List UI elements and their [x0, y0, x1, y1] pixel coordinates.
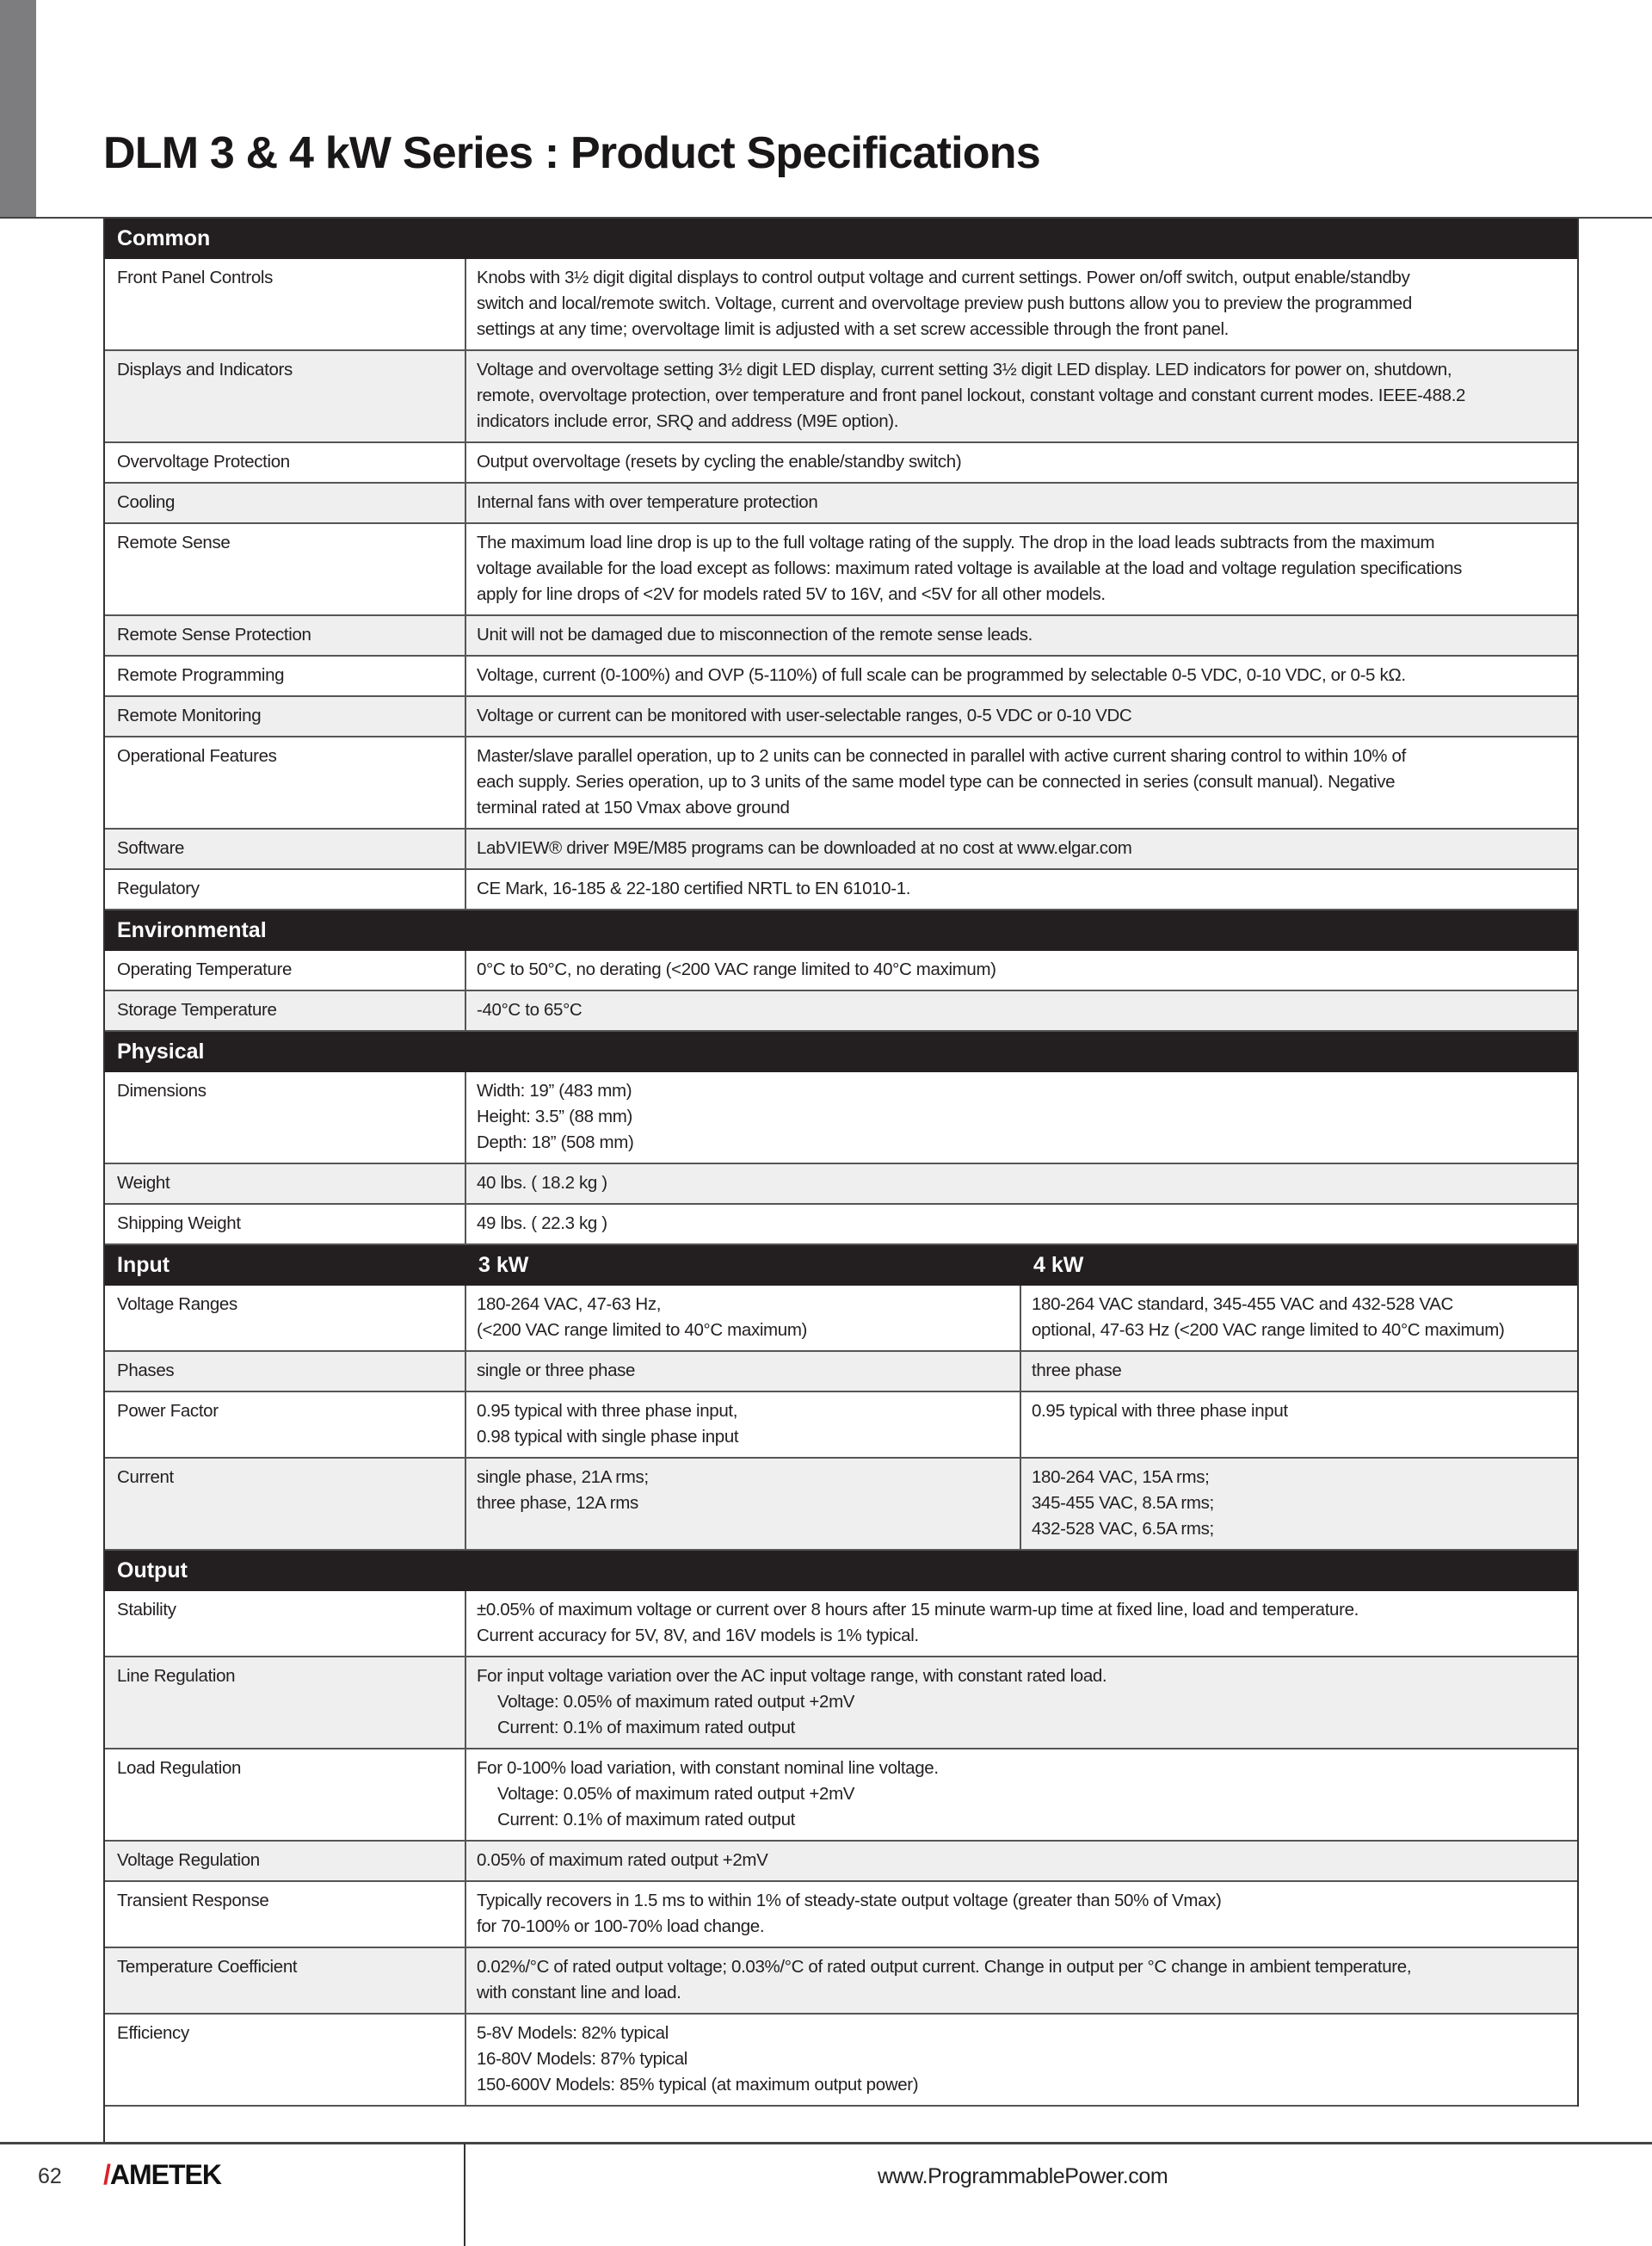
cell-line: 150-600V Models: 85% typical (at maximum output power) — [477, 2075, 919, 2095]
cell-line: terminal rated at 150 Vmax above ground — [477, 798, 790, 818]
table-row — [105, 1749, 1577, 1842]
cell-line: 180-264 VAC, 47-63 Hz, — [477, 1294, 662, 1314]
cell-line: 5-8V Models: 82% typical — [477, 2023, 669, 2043]
table-row — [105, 524, 1577, 616]
logo-text: AMETEK — [109, 2159, 221, 2190]
table-row — [105, 1164, 1577, 1205]
cell-line: optional, 47-63 Hz (<200 VAC range limited to 40°C maximum) — [1032, 1320, 1505, 1340]
cell-line: Width: 19” (483 mm) — [477, 1081, 632, 1101]
row-value — [466, 2015, 1577, 2105]
cell-line: CE Mark, 16-185 & 22-180 certified NRTL to EN 61010-1. — [477, 879, 911, 898]
cell-line: Internal fans with over temperature protection — [477, 492, 818, 512]
value-3kw — [466, 1392, 1021, 1457]
row-value — [466, 524, 1577, 614]
row-value — [466, 870, 1577, 909]
section-title: Input — [117, 1253, 170, 1277]
table-row — [105, 484, 1577, 524]
row-label: Load Regulation — [105, 1749, 466, 1840]
cell-line: 180-264 VAC standard, 345-455 VAC and 432-528 VAC — [1032, 1294, 1453, 1314]
row-value — [466, 697, 1577, 736]
row-label: Operating Temperature — [105, 951, 466, 990]
cell-line: 0.98 typical with single phase input — [477, 1427, 739, 1447]
cell-line: Output overvoltage (resets by cycling the enable/standby switch) — [477, 452, 962, 472]
row-value — [466, 1164, 1577, 1203]
cell-line: 49 lbs. ( 22.3 kg ) — [477, 1213, 607, 1233]
section-header-common — [105, 219, 1577, 259]
section-header-physical — [105, 1032, 1577, 1072]
row-label: Overvoltage Protection — [105, 443, 466, 482]
cell-line: -40°C to 65°C — [477, 1000, 583, 1020]
cell-line: Current accuracy for 5V, 8V, and 16V models is 1% typical. — [477, 1626, 919, 1645]
cell-line: 0.05% of maximum rated output +2mV — [477, 1850, 768, 1870]
cell-line: Voltage: 0.05% of maximum rated output +2mV — [497, 1784, 855, 1804]
value-4kw — [1021, 1459, 1577, 1549]
cell-line: (<200 VAC range limited to 40°C maximum) — [477, 1320, 808, 1340]
ametek-logo: /AMETEK — [103, 2159, 221, 2190]
row-value — [466, 443, 1577, 482]
section-header-environmental — [105, 910, 1577, 951]
cell-line: 0.95 typical with three phase input, — [477, 1401, 738, 1421]
row-label: Regulatory — [105, 870, 466, 909]
section-header-input — [105, 1245, 1577, 1286]
value-4kw — [1021, 1286, 1577, 1350]
cell-line: Voltage, current (0-100%) and OVP (5-110%) of full scale can be programmed by selectable 0-5 VDC, 0-10 VDC, or 0-5 kΩ. — [477, 665, 1406, 685]
table-row — [105, 1591, 1577, 1657]
cell-line: ±0.05% of maximum voltage or current over 8 hours after 15 minute warm-up time at fixed line, load and temperature. — [477, 1600, 1359, 1620]
row-value — [466, 259, 1577, 349]
section-title: Output — [117, 1558, 188, 1583]
footer-url[interactable]: www.ProgrammablePower.com — [878, 2164, 1168, 2188]
row-label: Cooling — [105, 484, 466, 522]
row-label: Temperature Coefficient — [105, 1948, 466, 2013]
cell-line: settings at any time; overvoltage limit is adjusted with a set screw accessible through the front panel. — [477, 319, 1230, 339]
cell-line: apply for line drops of <2V for models rated 5V to 16V, and <5V for all other models. — [477, 584, 1106, 604]
table-row — [105, 1842, 1577, 1882]
table-row — [105, 1459, 1577, 1551]
cell-line: Typically recovers in 1.5 ms to within 1% of steady-state output voltage (greater than 50% of Vmax) — [477, 1891, 1222, 1910]
table-row — [105, 1392, 1577, 1459]
table-row — [105, 870, 1577, 910]
value-3kw — [466, 1352, 1021, 1391]
row-label: Storage Temperature — [105, 991, 466, 1030]
row-value — [466, 991, 1577, 1030]
row-label: Remote Monitoring — [105, 697, 466, 736]
value-4kw — [1021, 1352, 1577, 1391]
table-row — [105, 737, 1577, 830]
cell-line: switch and local/remote switch. Voltage, current and overvoltage preview push buttons allow you to preview the programmed — [477, 293, 1412, 313]
cell-line: single or three phase — [477, 1361, 636, 1380]
cell-line: For input voltage variation over the AC input voltage range, with constant rated load. — [477, 1666, 1107, 1686]
row-value — [466, 351, 1577, 441]
cell-line: 180-264 VAC, 15A rms; — [1032, 1467, 1210, 1487]
table-row — [105, 2015, 1577, 2107]
row-value — [466, 1591, 1577, 1656]
value-4kw — [1021, 1392, 1577, 1457]
table-row — [105, 1657, 1577, 1749]
row-value — [466, 1749, 1577, 1840]
table-row — [105, 951, 1577, 991]
table-row — [105, 1072, 1577, 1164]
section-title: Environmental — [117, 918, 267, 942]
row-value — [466, 484, 1577, 522]
table-row — [105, 616, 1577, 657]
value-3kw — [466, 1286, 1021, 1350]
page-title: DLM 3 & 4 kW Series : Product Specifications — [103, 128, 1040, 178]
cell-line: 0.95 typical with three phase input — [1032, 1401, 1288, 1421]
row-value — [466, 1072, 1577, 1163]
cell-line: Knobs with 3½ digit digital displays to control output voltage and current settings. Power on/off switch, output enable/standby — [477, 268, 1410, 287]
cell-line: 0.02%/°C of rated output voltage; 0.03%/°C of rated output current. Change in output per °C change in ambient temperature, — [477, 1957, 1412, 1977]
page-number: 62 — [38, 2164, 62, 2188]
cell-line — [1032, 1424, 1567, 1450]
cell-line: Master/slave parallel operation, up to 2 units can be connected in parallel with active current sharing control to within 10% of — [477, 746, 1406, 766]
cell-line: voltage available for the load except as follows: maximum rated voltage is available at the load and voltage regulation specifications — [477, 558, 1463, 578]
row-label: Remote Sense Protection — [105, 616, 466, 655]
cell-line: single phase, 21A rms; — [477, 1467, 649, 1487]
column-header-3kw: 3 kW — [478, 1253, 529, 1277]
cell-line: Current: 0.1% of maximum rated output — [497, 1718, 795, 1737]
row-label: Voltage Regulation — [105, 1842, 466, 1880]
cell-line: Current: 0.1% of maximum rated output — [497, 1810, 795, 1830]
row-value — [466, 616, 1577, 655]
row-label: Efficiency — [105, 2015, 466, 2105]
value-3kw — [466, 1459, 1021, 1549]
row-value — [466, 1948, 1577, 2013]
row-label: Remote Programming — [105, 657, 466, 695]
table-row — [105, 697, 1577, 737]
cell-line: three phase, 12A rms — [477, 1493, 638, 1513]
row-value — [466, 1842, 1577, 1880]
spec-table — [103, 219, 1579, 2107]
cell-line: Voltage: 0.05% of maximum rated output +2mV — [497, 1692, 855, 1712]
row-value — [466, 657, 1577, 695]
cell-line: Voltage or current can be monitored with user-selectable ranges, 0-5 VDC or 0-10 VDC — [477, 706, 1132, 725]
table-row — [105, 991, 1577, 1032]
section-title: Physical — [117, 1040, 205, 1064]
cell-line: 432-528 VAC, 6.5A rms; — [1032, 1519, 1214, 1539]
row-label: Stability — [105, 1591, 466, 1656]
row-label: Phases — [105, 1352, 466, 1391]
section-title: Common — [117, 226, 211, 250]
cell-line: Depth: 18” (508 mm) — [477, 1132, 634, 1152]
cell-line: three phase — [1032, 1361, 1122, 1380]
section-header-output — [105, 1551, 1577, 1591]
row-value — [466, 1882, 1577, 1947]
side-tab-bar — [0, 0, 36, 218]
table-row — [105, 1882, 1577, 1948]
cell-line: 0°C to 50°C, no derating (<200 VAC range limited to 40°C maximum) — [477, 959, 996, 979]
row-label: Remote Sense — [105, 524, 466, 614]
cell-line — [477, 1516, 1009, 1542]
footer-rule — [0, 2142, 1652, 2144]
column-header-4kw: 4 kW — [1033, 1253, 1084, 1277]
table-row — [105, 830, 1577, 870]
table-row — [105, 259, 1577, 351]
row-label: Shipping Weight — [105, 1205, 466, 1243]
cell-line: indicators include error, SRQ and address (M9E option). — [477, 411, 899, 431]
row-label: Operational Features — [105, 737, 466, 828]
cell-line: for 70-100% or 100-70% load change. — [477, 1916, 765, 1936]
table-row — [105, 351, 1577, 443]
table-row — [105, 443, 1577, 484]
row-label: Displays and Indicators — [105, 351, 466, 441]
cell-line: 16-80V Models: 87% typical — [477, 2049, 688, 2069]
cell-line: Height: 3.5” (88 mm) — [477, 1107, 632, 1126]
row-value — [466, 737, 1577, 828]
row-label: Dimensions — [105, 1072, 466, 1163]
row-value — [466, 830, 1577, 868]
table-row — [105, 1286, 1577, 1352]
row-value — [466, 1657, 1577, 1748]
row-label: Power Factor — [105, 1392, 466, 1457]
table-left-rule — [103, 2076, 105, 2143]
table-row — [105, 657, 1577, 697]
cell-line: Unit will not be damaged due to misconnection of the remote sense leads. — [477, 625, 1032, 645]
footer-divider — [464, 2144, 465, 2246]
cell-line: For 0-100% load variation, with constant nominal line voltage. — [477, 1758, 939, 1778]
table-row — [105, 1205, 1577, 1245]
row-label: Voltage Ranges — [105, 1286, 466, 1350]
row-label: Front Panel Controls — [105, 259, 466, 349]
row-label: Line Regulation — [105, 1657, 466, 1748]
row-value — [466, 951, 1577, 990]
cell-line: with constant line and load. — [477, 1983, 681, 2002]
table-row — [105, 1352, 1577, 1392]
cell-line: The maximum load line drop is up to the full voltage rating of the supply. The drop in the load leads subtracts from the maximum — [477, 533, 1435, 552]
cell-line: Voltage and overvoltage setting 3½ digit LED display, current setting 3½ digit LED display. LED indicators for power on, shutdown, — [477, 360, 1452, 379]
row-label: Software — [105, 830, 466, 868]
cell-line: 345-455 VAC, 8.5A rms; — [1032, 1493, 1214, 1513]
table-row — [105, 1948, 1577, 2015]
row-label: Transient Response — [105, 1882, 466, 1947]
row-label: Weight — [105, 1164, 466, 1203]
cell-line: remote, overvoltage protection, over temperature and front panel lockout, constant voltage and constant current modes. IEEE-488.2 — [477, 386, 1466, 405]
cell-line: LabVIEW® driver M9E/M85 programs can be downloaded at no cost at www.elgar.com — [477, 838, 1132, 858]
cell-line: each supply. Series operation, up to 3 units of the same model type can be connected in series (consult manual). Negative — [477, 772, 1396, 792]
cell-line: 40 lbs. ( 18.2 kg ) — [477, 1173, 607, 1193]
row-value — [466, 1205, 1577, 1243]
row-label: Current — [105, 1459, 466, 1549]
